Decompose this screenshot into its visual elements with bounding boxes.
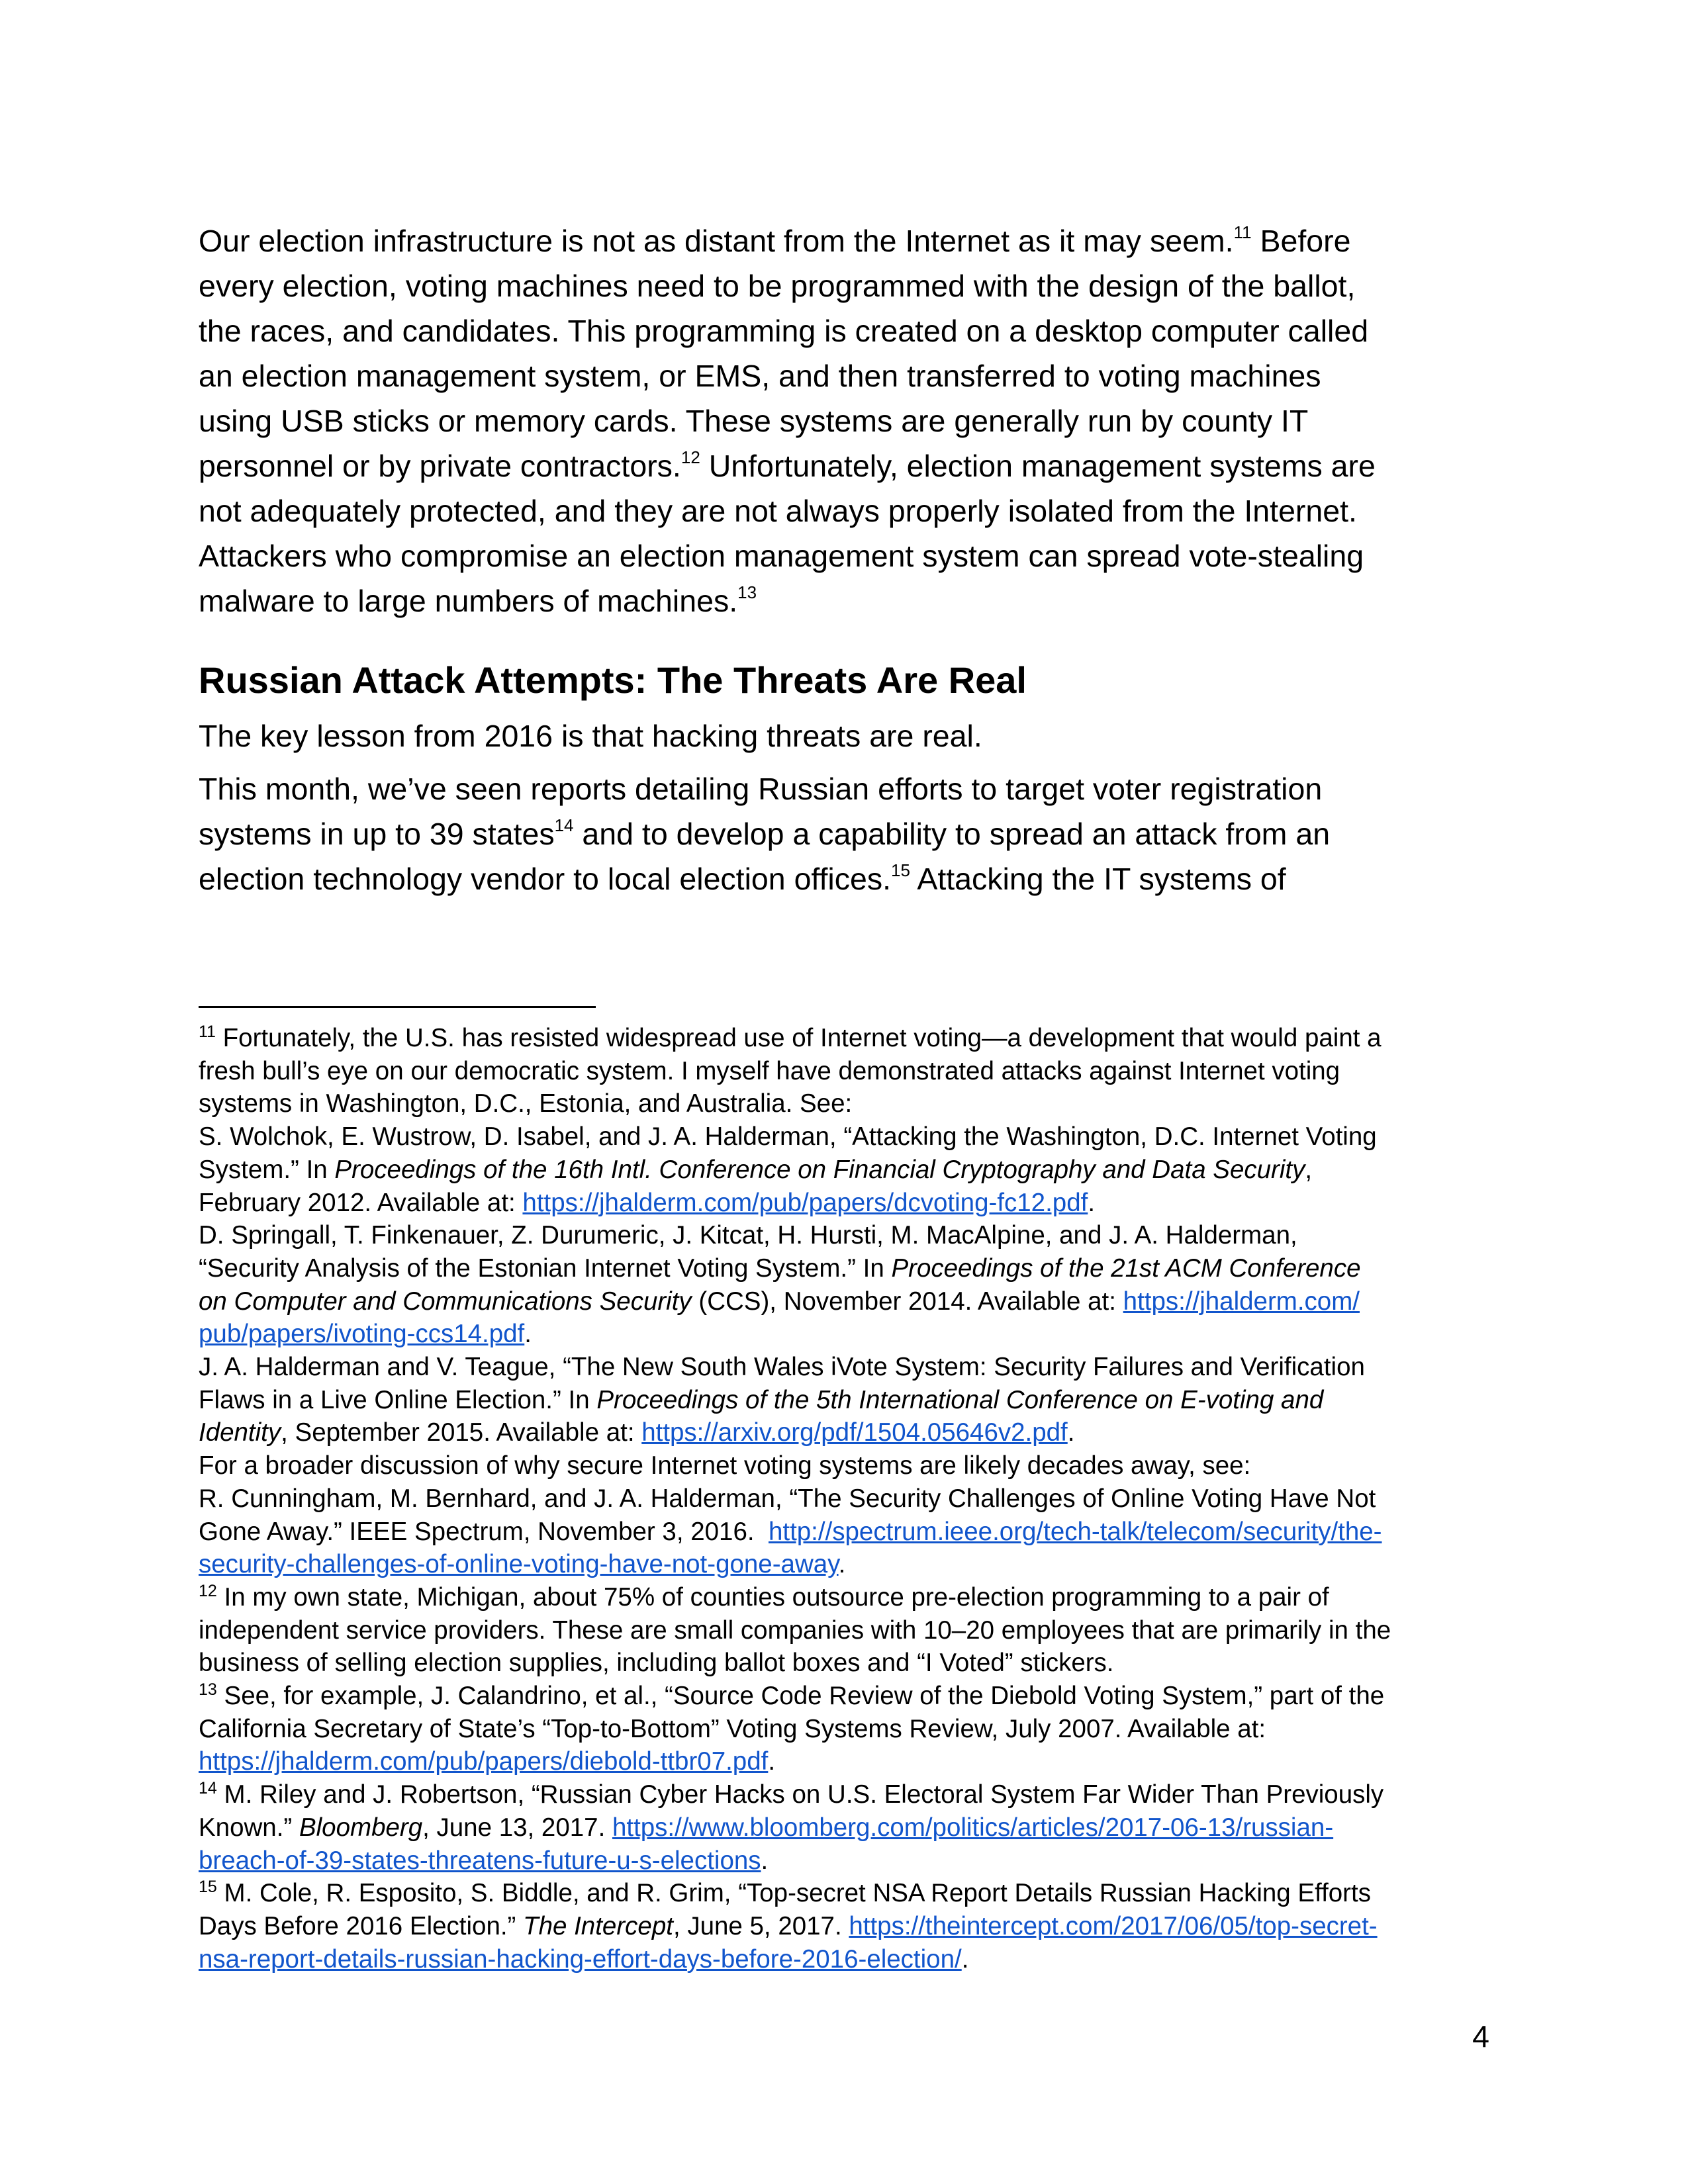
text: .	[838, 1550, 846, 1579]
footnote-15	[199, 1877, 1496, 1976]
text-line: the races, and candidates. This programming is created on a desktop computer called	[199, 314, 1369, 348]
text: .	[768, 1747, 776, 1776]
paragraph-this-month	[199, 766, 1489, 901]
link-bloomberg[interactable]: https://www.bloomberg.com/politics/articles/2017-06-13/russian-	[612, 1813, 1334, 1842]
paragraph-key-lesson: The key lesson from 2016 is that hacking threats are real.	[199, 719, 982, 753]
text: .	[1088, 1188, 1096, 1217]
text-line: an election management system, or EMS, and then transferred to voting machines	[199, 359, 1321, 393]
paragraph-election-infrastructure	[199, 218, 1489, 623]
text: Days Before 2016 Election.”	[199, 1911, 524, 1940]
text: Proceedings of the 16th Intl. Conference on Financial Cryptography and Data Security	[334, 1155, 1305, 1184]
footnote-11	[199, 1022, 1496, 1581]
text-line: J. A. Halderman and V. Teague, “The New South Wales iVote System: Security Failures and Verification	[199, 1353, 1365, 1382]
text-line: systems in Washington, D.C., Estonia, and Australia. See:	[199, 1089, 853, 1118]
text-line: business of selling election supplies, including ballot boxes and “I Voted” stickers.	[199, 1649, 1114, 1678]
text-line: S. Wolchok, E. Wustrow, D. Isabel, and J. A. Halderman, “Attacking the Washington, D.C. Internet Voting	[199, 1122, 1377, 1152]
text: Before	[1251, 224, 1351, 258]
text-line: For a broader discussion of why secure Internet voting systems are likely decades away, see:	[199, 1451, 1251, 1480]
text: Proceedings of the 21st ACM Conference	[891, 1253, 1361, 1283]
footnote-ref-11[interactable]: 11	[1233, 222, 1252, 242]
text: Flaws in a Live Online Election.” In	[199, 1385, 597, 1414]
text: Attacking the IT systems of	[910, 862, 1286, 896]
page-number: 4	[1472, 2019, 1489, 2054]
text: malware to large numbers of machines.	[199, 584, 738, 618]
text: M. Riley and J. Robertson, “Russian Cyber Hacks on U.S. Electoral System Far Wider Than Previously	[216, 1780, 1384, 1809]
text: M. Cole, R. Esposito, S. Biddle, and R. Grim, “Top-secret NSA Report Details Russian Hacking Efforts	[216, 1879, 1371, 1908]
text: , June 13, 2017.	[422, 1813, 612, 1842]
text: , September 2015. Available at:	[281, 1418, 642, 1447]
text: In my own state, Michigan, about 75% of counties outsource pre-election programming to a pair of	[216, 1582, 1329, 1612]
text-line: Attackers who compromise an election management system can spread vote-stealing	[199, 539, 1364, 573]
text: personnel or by private contractors.	[199, 449, 681, 483]
footnote-14	[199, 1778, 1496, 1877]
link-bloomberg-cont[interactable]: breach-of-39-states-threatens-future-u-s-elections	[199, 1846, 761, 1875]
text: System.” In	[199, 1155, 335, 1184]
link-intercept[interactable]: https://theintercept.com/2017/06/05/top-secret-	[849, 1911, 1378, 1940]
text: and to develop a capability to spread an attack from an	[573, 817, 1331, 851]
link-ieee-spectrum-cont[interactable]: security-challenges-of-online-voting-have-not-gone-away	[199, 1550, 839, 1579]
text-line: independent service providers. These are small companies with 10–20 employees that are primarily in the	[199, 1615, 1391, 1645]
text: February 2012. Available at:	[199, 1188, 523, 1217]
link-arxiv-pdf[interactable]: https://arxiv.org/pdf/1504.05646v2.pdf	[641, 1418, 1068, 1447]
link-ivoting-pdf-cont[interactable]: pub/papers/ivoting-ccs14.pdf	[199, 1320, 525, 1349]
text: Known.”	[199, 1813, 299, 1842]
text: systems in up to 39 states	[199, 817, 555, 851]
text: .	[961, 1944, 969, 1974]
text: on Computer and Communications Security	[199, 1287, 692, 1316]
footnote-number: 14	[199, 1779, 217, 1798]
text: Gone Away.” IEEE Spectrum, November 3, 2016.	[199, 1517, 769, 1546]
page-body	[199, 218, 1489, 901]
text: Proceedings of the 5th International Conference on E-voting and	[596, 1385, 1324, 1414]
text: Bloomberg	[299, 1813, 423, 1842]
footnote-number: 15	[199, 1878, 217, 1897]
text-line: using USB sticks or memory cards. These systems are generally run by county IT	[199, 404, 1309, 438]
text: (CCS), November 2014. Available at:	[691, 1287, 1123, 1316]
text-line: R. Cunningham, M. Bernhard, and J. A. Halderman, “The Security Challenges of Online Voting Have Not	[199, 1484, 1376, 1513]
text-line: every election, voting machines need to be programmed with the design of the ballot,	[199, 269, 1356, 303]
footnotes	[199, 1022, 1496, 1976]
section-heading: Russian Attack Attempts: The Threats Are Real	[199, 659, 1027, 701]
text: , June 5, 2017.	[673, 1911, 849, 1940]
link-diebold-pdf[interactable]: https://jhalderm.com/pub/papers/diebold-ttbr07.pdf	[199, 1747, 769, 1776]
text: election technology vendor to local election offices.	[199, 862, 892, 896]
footnote-number: 13	[199, 1680, 217, 1700]
text: Fortunately, the U.S. has resisted widespread use of Internet voting—a development that would paint a	[215, 1024, 1382, 1052]
footnote-ref-12[interactable]: 12	[680, 447, 700, 467]
footnote-number: 11	[199, 1023, 216, 1041]
text-line: California Secretary of State’s “Top-to-Bottom” Voting Systems Review, July 2007. Available at:	[199, 1714, 1266, 1743]
text-line: fresh bull’s eye on our democratic system. I myself have demonstrated attacks against Internet voting	[199, 1056, 1340, 1085]
footnote-ref-14[interactable]: 14	[554, 815, 574, 835]
link-intercept-cont[interactable]: nsa-report-details-russian-hacking-effort-days-before-2016-election/	[199, 1944, 962, 1974]
footnote-ref-13[interactable]: 13	[737, 582, 757, 602]
link-dcvoting-pdf[interactable]: https://jhalderm.com/pub/papers/dcvoting-fc12.pdf	[522, 1188, 1088, 1217]
link-ieee-spectrum[interactable]: http://spectrum.ieee.org/tech-talk/telecom/security/the-	[768, 1517, 1382, 1546]
text: .	[1067, 1418, 1075, 1447]
text-line: not adequately protected, and they are not always properly isolated from the Internet.	[199, 494, 1357, 528]
text: .	[761, 1846, 769, 1875]
text: .	[524, 1320, 532, 1349]
footnote-13	[199, 1680, 1496, 1778]
footnote-ref-15[interactable]: 15	[891, 860, 910, 880]
footnote-number: 12	[199, 1581, 217, 1600]
text: Our election infrastructure is not as distant from the Internet as it may seem.	[199, 224, 1234, 258]
text: “Security Analysis of the Estonian Internet Voting System.” In	[199, 1253, 892, 1283]
text: ,	[1305, 1155, 1313, 1184]
footnote-12	[199, 1581, 1496, 1680]
text: See, for example, J. Calandrino, et al., “Source Code Review of the Diebold Voting System,” part of the	[216, 1682, 1385, 1711]
text: Unfortunately, election management systems are	[700, 449, 1376, 483]
footnote-separator	[199, 1006, 596, 1008]
text: The Intercept	[523, 1911, 673, 1940]
text-line: D. Springall, T. Finkenauer, Z. Durumeric, J. Kitcat, H. Hursti, M. MacAlpine, and J. A. Halderman,	[199, 1221, 1297, 1250]
text-line: This month, we’ve seen reports detailing Russian efforts to target voter registration	[199, 772, 1323, 806]
text: Identity	[199, 1418, 281, 1447]
link-ivoting-pdf[interactable]: https://jhalderm.com/	[1123, 1287, 1360, 1316]
